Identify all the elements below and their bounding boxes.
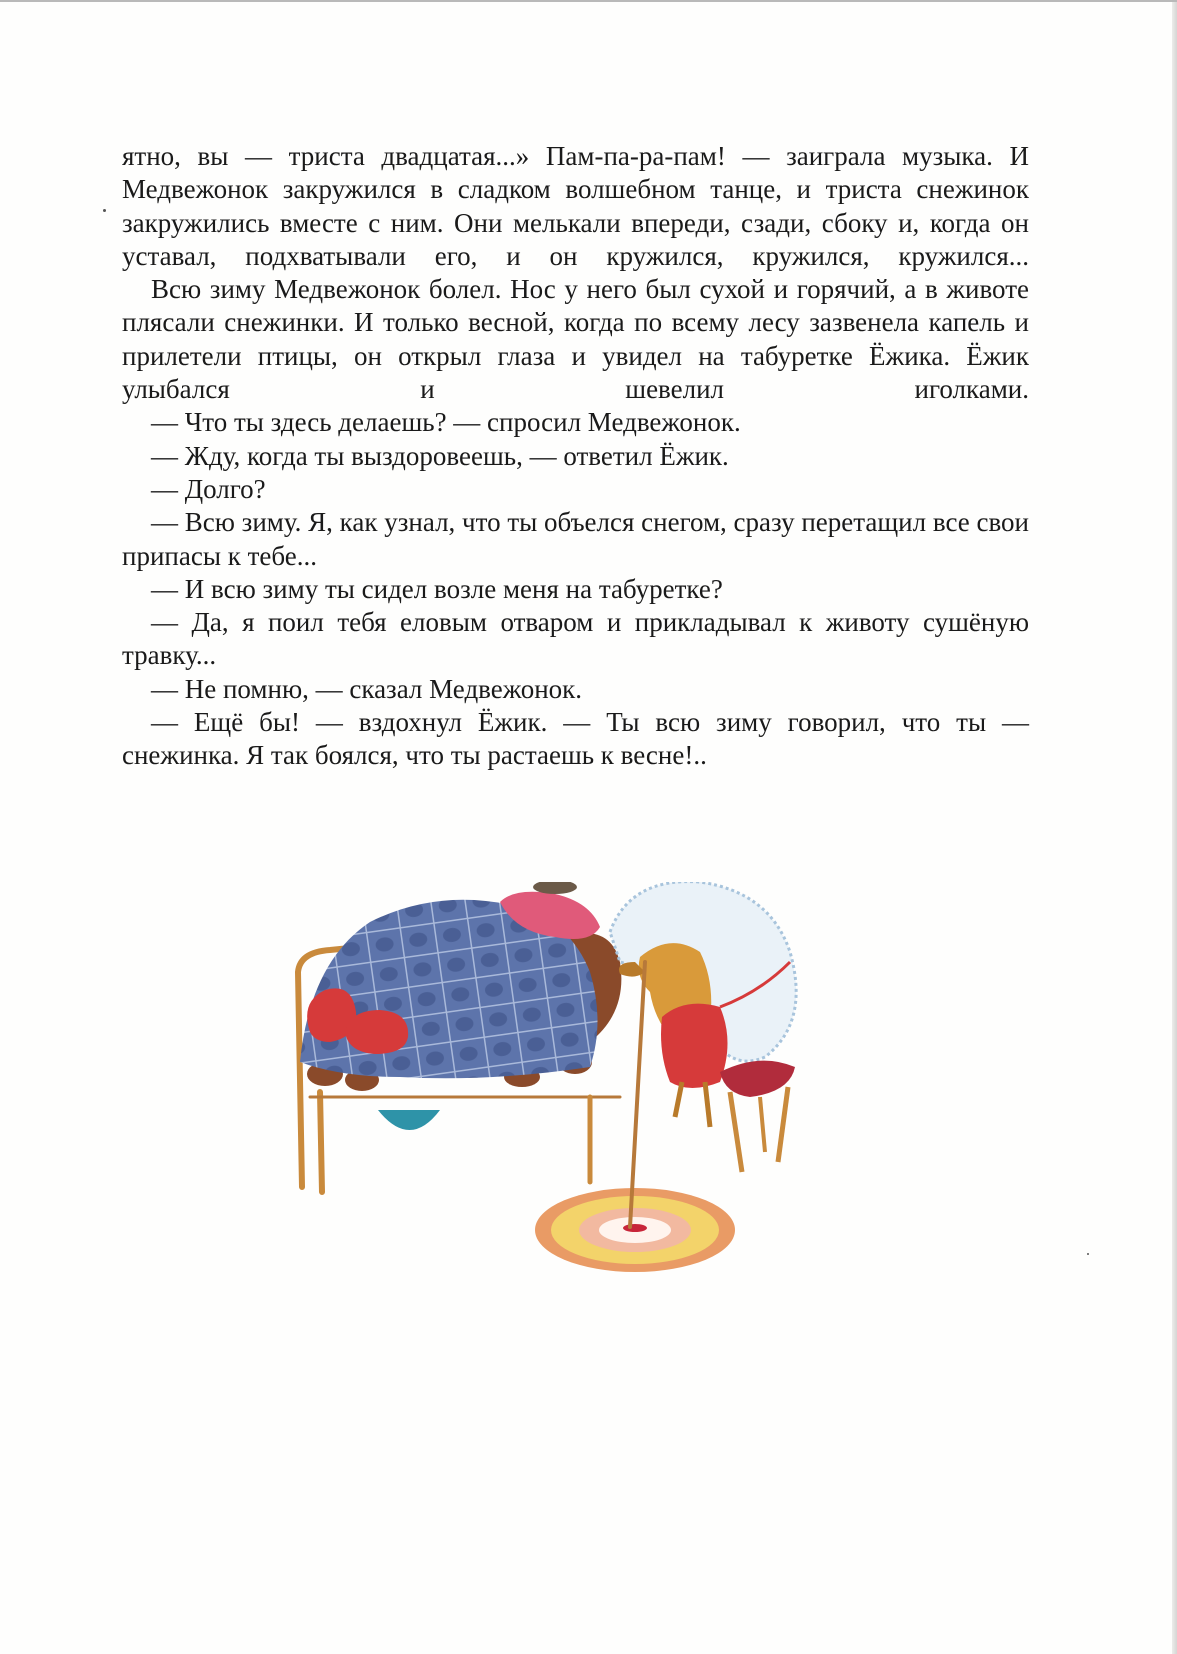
print-speck	[1087, 1253, 1089, 1255]
story-text	[122, 140, 1029, 773]
stick-icon	[630, 962, 645, 1227]
dialogue-line: — Долго?	[151, 473, 266, 504]
paragraph-2: Всю зиму Медвежонок болел. Нос у него был сухой и горячий, а в животе плясали снежинки. И только весной, когда по всему лесу зазвенела капель и прилетели птицы, он открыл глаза и увидел на табуретке Ёжика. Ёжик улыбался и шевелил иголками.	[122, 274, 1029, 405]
dialogue-line: — Не помню, — сказал Медвежонок.	[151, 673, 583, 704]
stool-icon	[720, 1061, 795, 1172]
dialogue-line: — И всю зиму ты сидел возле меня на табуретке?	[151, 573, 723, 604]
print-speck	[103, 209, 106, 212]
dialogue-line: — Всю зиму. Я, как узнал, что ты объелся снегом, сразу перетащил все свои припасы к тебе...	[122, 507, 1029, 571]
dialogue-line: — Жду, когда ты выздоровеешь, — ответил Ёжик.	[151, 440, 729, 471]
paragraph-1: ятно, вы — триста двадцатая...» Пам-па-ра-пам! — заиграла музыка. И Медвежонок закружился в сладком волшебном танце, и триста снежинок закружились вместе с ним. Они мелькали впереди, сзади, сбоку и, когда он уставал, подхватывали его, и он кружился, кружился, кружился...	[122, 141, 1029, 271]
dialogue-line: — Ещё бы! — вздохнул Ёжик. — Ты всю зиму говорил, что ты — снежинка. Я так боялся, что ты растаешь к весне!..	[122, 707, 1029, 771]
rug-icon	[535, 1188, 735, 1272]
dialogue-line: — Что ты здесь делаешь? — спросил Медвежонок.	[151, 407, 741, 438]
hedgehog-sitting-by-sick-bear-in-bed-icon	[290, 882, 870, 1282]
apron-icon	[661, 1004, 728, 1088]
basin-icon	[378, 1110, 440, 1130]
dialogue-line: — Да, я поил тебя еловым отваром и прикладывал к животу сушёную травку...	[122, 607, 1029, 671]
